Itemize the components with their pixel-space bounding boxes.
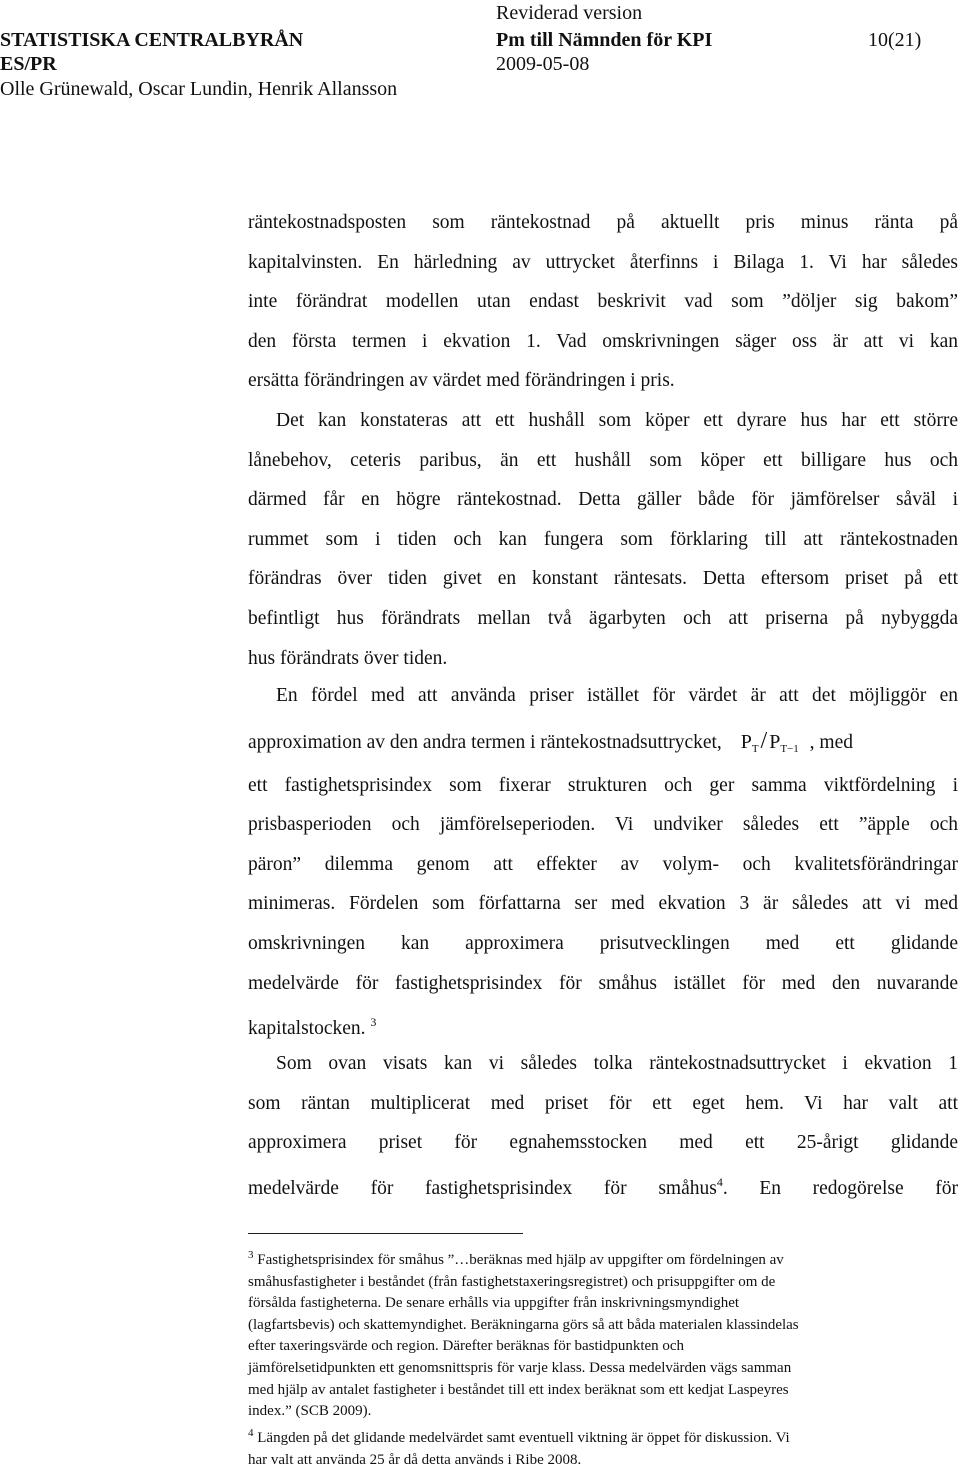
paragraph-1 — [248, 203, 958, 401]
text-line: räntekostnadsposten som räntekostnad på aktuellt pris minus ränta på — [248, 212, 958, 233]
price-ratio-formula: $P_T/$ $P_{T-1}$ — [740, 727, 799, 755]
text-line: medelvärde för fastighetsprisindex för småhus istället för med den nuvarande — [248, 972, 958, 994]
header-title: Pm till Nämnden för KPI — [496, 29, 713, 51]
text-line: förändras över tiden givet en konstant räntesats. Detta eftersom priset på ett — [248, 568, 958, 590]
header-org: STATISTISKA CENTRALBYRÅN — [0, 29, 304, 51]
text-line: hus förändrats över tiden. — [248, 647, 448, 669]
paragraph-3 — [248, 676, 958, 1043]
text-line: Det kan konstateras att ett hushåll som köper ett dyrare hus har ett större — [276, 410, 958, 431]
text-line: approximera priset för egnahemsstocken med ett 25-årigt glidande — [248, 1132, 958, 1154]
header-version: Reviderad version — [496, 2, 643, 24]
text-line: päron” dilemma genom att effekter av volym- och kvalitetsförändringar — [248, 853, 958, 875]
text-line: ersätta förändringen av värdet med förändringen i pris. — [248, 370, 675, 392]
text-line: medelvärde för fastighetsprisindex för småhus$^4$. En redogörelse för — [248, 1174, 959, 1199]
text-line: omskrivningen kan approximera prisutvecklingen med ett glidande — [248, 932, 958, 954]
header-authors: Olle Grünewald, Oscar Lundin, Henrik Allansson — [0, 78, 398, 100]
footnote-ref-3[interactable]: 3 — [370, 1015, 377, 1030]
text-line: prisbasperioden och jämförelseperioden. Vi undviker således ett ”äpple och — [248, 814, 958, 836]
text-line: rummet som i tiden och kan fungera som förklaring till att räntekostnaden — [248, 528, 958, 550]
footnote-separator — [248, 1233, 523, 1234]
text-line: den första termen i ekvation 1. Vad omskrivningen säger oss är att vi kan — [248, 330, 958, 352]
paragraph-2 — [248, 401, 958, 678]
footnote-ref-4[interactable]: 4 — [716, 1174, 723, 1189]
formula-line: approximation av den andra termen i räntekostnadsuttrycket, $P_T/$ $P_{T-1}$ , med — [248, 716, 958, 766]
footnote-3: $^3$ Fastighetsprisindex för småhus ”…beräknas med hjälp av uppgifter om fördelningen av småhusfastigheter i beståndet (från fastighetstaxeringsregistret) och prisuppgifter om de försålda fastigheterna. De senare erhålls via uppgifter från inskrivningsmyndighet (lagfartsbevis) och skattemyndighet. Beräkningarna görs så att båda materialen klassindelas efter taxeringsvärde och region. Därefter beräknas för bastidpunkten och jämförelsetidpunkten ett genomsnittspris för varje klass. Dessa medelvärden vägs samman med hjälp av antalet fastigheter i beståndet till ett index beräknat som ett kedjat Laspeyres index.” (SCB 2009). — [248, 1249, 799, 1420]
text-line: lånebehov, ceteris paribus, än ett hushåll som köper ett billigare hus och — [248, 449, 958, 471]
header-unit: ES/PR — [0, 53, 57, 75]
text-line: befintligt hus förändrats mellan två ägarbyten och att priserna på nybyggda — [248, 607, 958, 629]
footnote-number: 4 — [248, 1427, 254, 1439]
footnote-4: $^4$ Längden på det glidande medelvärdet samt eventuell viktning är öppet för diskussion. Vi har valt att använda 25 år då detta används i Ribe 2008. — [248, 1427, 790, 1468]
header-page-number: 10(21) — [868, 29, 922, 51]
text-line: ett fastighetsprisindex som fixerar strukturen och ger samma viktfördelning i — [248, 774, 958, 796]
text-line: som räntan multiplicerat med priset för ett eget hem. Vi har valt att — [248, 1092, 958, 1114]
text-line: minimeras. Fördelen som författarna ser med ekvation 3 är således att vi med — [248, 893, 958, 915]
text-line: därmed får en högre räntekostnad. Detta gäller både för jämförelser såväl i — [248, 489, 958, 511]
text-line: kapitalvinsten. En härledning av uttrycket återfinns i Bilaga 1. Vi har således — [248, 251, 958, 273]
text-line: En fördel med att använda priser istället för värdet är att det möjliggör en — [276, 685, 958, 706]
text-line: Som ovan visats kan vi således tolka räntekostnadsuttrycket i ekvation 1 — [276, 1053, 958, 1074]
paragraph-4 — [248, 1044, 958, 1202]
text-line: inte förändrat modellen utan endast beskrivit vad som ”döljer sig bakom” — [248, 291, 958, 313]
text-line: approximation av den andra termen i räntekostnadsuttrycket, — [248, 731, 722, 753]
text-line: kapitalstocken. $^3$ — [248, 1015, 377, 1040]
header-date: 2009-05-08 — [496, 53, 590, 75]
footnote-number: 3 — [248, 1249, 254, 1261]
